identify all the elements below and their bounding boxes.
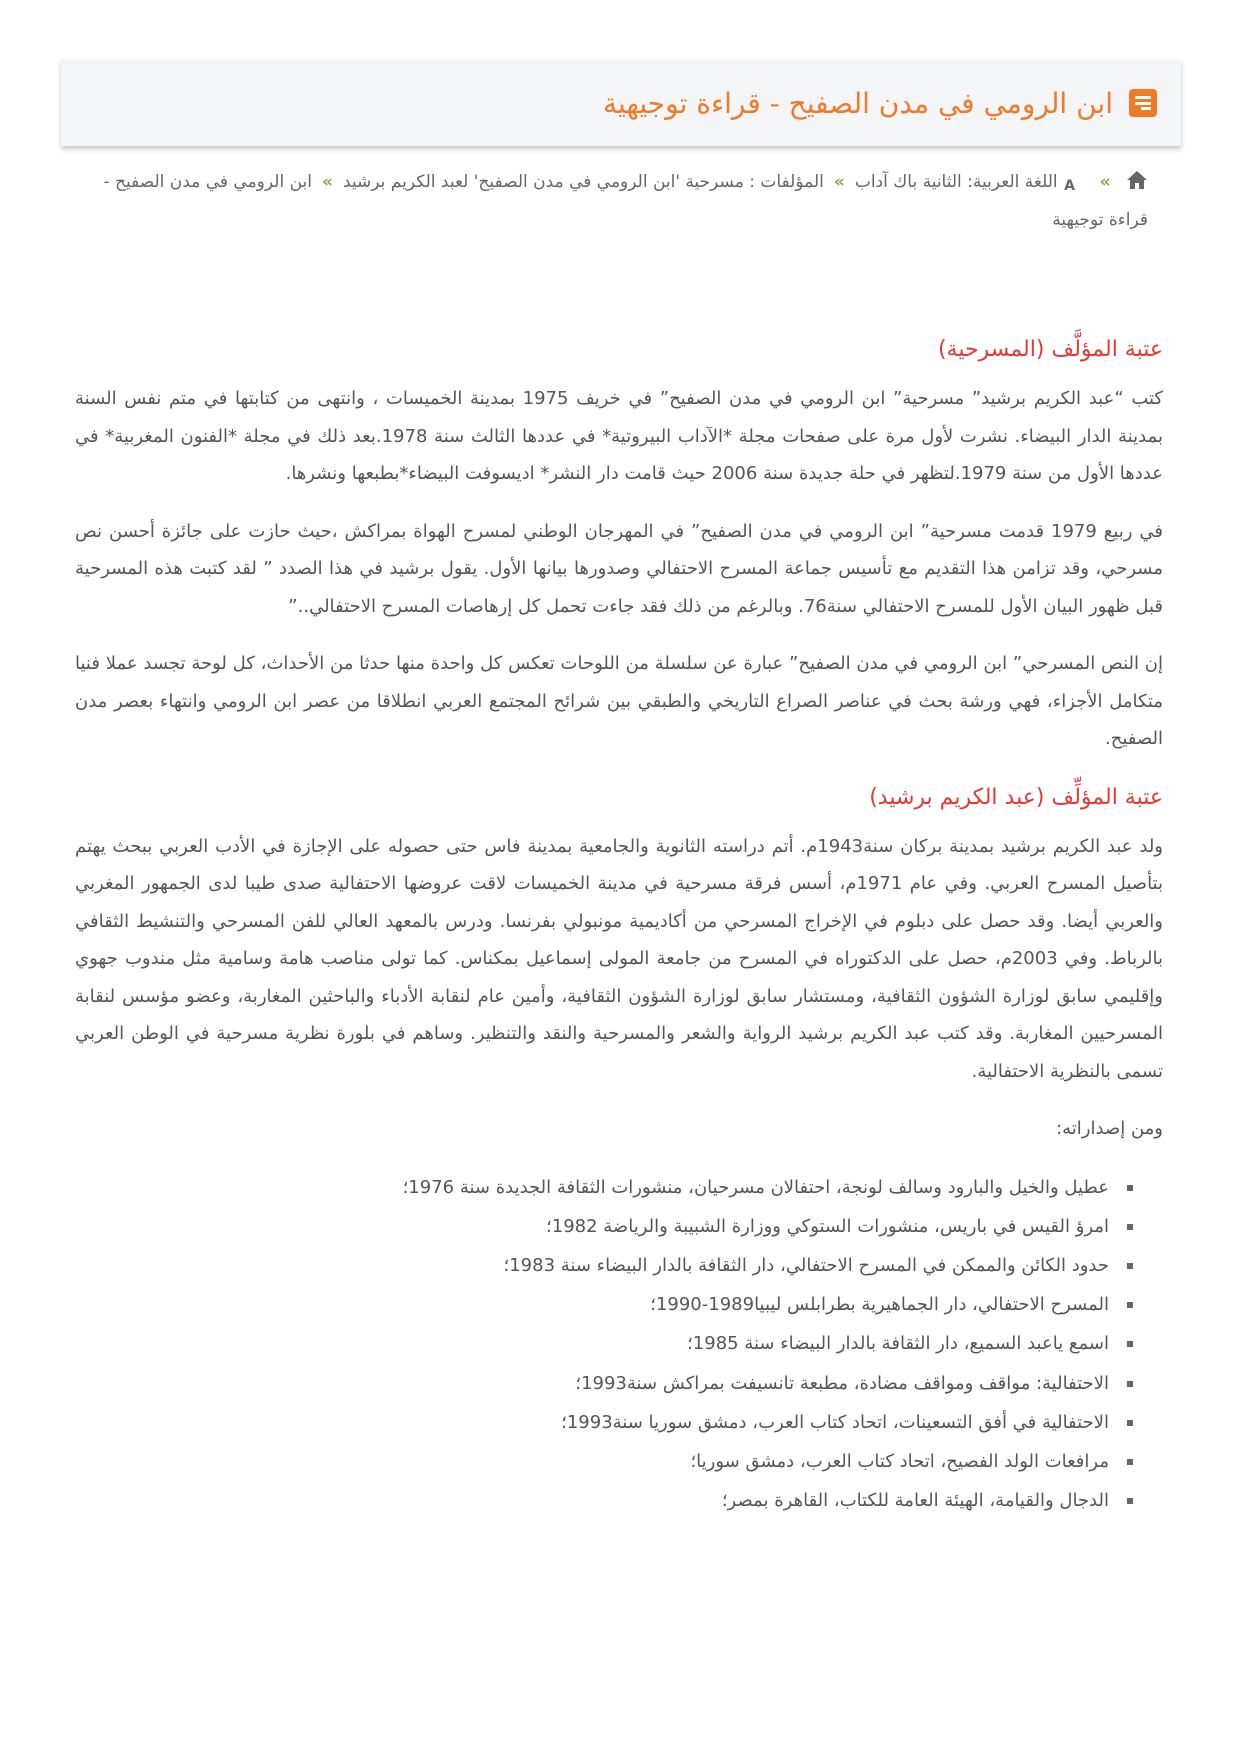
bullet-icon bbox=[1127, 1302, 1133, 1308]
translate-icon bbox=[1064, 169, 1090, 191]
list-item-text: حدود الكائن والممكن في المسرح الاحتفالي، دار الثقافة بالدار البيضاء سنة 1983؛ bbox=[503, 1254, 1109, 1276]
breadcrumb bbox=[98, 163, 1148, 239]
list-item-text: مرافعات الولد الفصيح، اتحاد كتاب العرب، دمشق سوريا؛ bbox=[690, 1450, 1109, 1472]
breadcrumb-separator: » bbox=[833, 172, 845, 192]
breadcrumb-item-label: اللغة العربية: الثانية باك آداب bbox=[854, 172, 1058, 192]
list-item-text: امرؤ القيس في باريس، منشورات الستوكي ووزارة الشبيبة والرياضة 1982؛ bbox=[546, 1215, 1109, 1237]
bullet-icon bbox=[1127, 1381, 1133, 1387]
page-title: ابن الرومي في مدن الصفيح - قراءة توجيهية bbox=[602, 86, 1113, 120]
list-item-text: المسرح الاحتفالي، دار الجماهيرية بطرابلس ليبيا1989-1990؛ bbox=[650, 1294, 1109, 1316]
list-item bbox=[75, 1324, 1133, 1363]
list-item-text: الدجال والقيامة، الهيئة العامة للكتاب، القاهرة بمصر؛ bbox=[721, 1490, 1109, 1512]
bullet-icon bbox=[1127, 1224, 1133, 1230]
list-item bbox=[75, 1246, 1133, 1285]
breadcrumb-home[interactable] bbox=[1121, 172, 1148, 192]
svg-text:A: A bbox=[1063, 178, 1075, 191]
list-item bbox=[75, 1285, 1133, 1324]
bullet-icon bbox=[1127, 1459, 1133, 1465]
list-item bbox=[75, 1364, 1133, 1403]
paragraph: في ربيع 1979 قدمت مسرحية” ابن الرومي في مدن الصفيح” في المهرجان الوطني لمسرح الهواة بمراكش ،حيث حازت على جائزة أحسن نص مسرحي، وقد تزامن هذا التقديم مع تأسيس جماعة المسرح الاحتفالي وصدورها بيانها الأول. يقول برشيد في هذا الصدد ” لقد كتبت هذه المسرحية قبل ظهور البيان الأول للمسرح الاحتفالي سنة76. وبالرغم من ذلك فقد جاءت تحمل كل إرهاصات المسرح الاحتفالي..” bbox=[75, 520, 1163, 617]
list-item-text: الاحتفالية: مواقف ومواقف مضادة، مطبعة تانسيفت بمراكش سنة1993؛ bbox=[575, 1372, 1109, 1394]
paragraph: كتب “عبد الكريم برشيد” مسرحية” ابن الرومي في مدن الصفيح” في خريف 1975 بمدينة الخميسات ، وانتهى من كتابتها في متم نفس السنة بمدينة الدار البيضاء. نشرت لأول مرة على صفحات مجلة *الآداب البيروتية* في عددها الثالث سنة 1978.بعد ذلك في مجلة *الفنون المغربية* في عددها الأول من سنة 1979.لتظهر في حلة جديدة سنة 2006 حيث قامت دار النشر* اديسوفت البيضاء*بطبعها ونشرها. bbox=[75, 388, 1164, 484]
breadcrumb-separator: » bbox=[1099, 172, 1111, 192]
list-item-text: عطيل والخيل والبارود وسالف لونجة، احتفالان مسرحيان، منشورات الثقافة الجديدة سنة 1976؛ bbox=[402, 1176, 1109, 1198]
paragraph: ولد عبد الكريم برشيد بمدينة بركان سنة1943م. أتم دراسته الثانوية والجامعية بمدينة فاس حتى حصوله على الإجازة في الأدب العربي ببحث يهتم بتأصيل المسرح العربي. وفي عام 1971م، أسس فرقة مسرحية في مدينة الخميسات لاقت عروضها الاحتفالية صدى طيبا لدى الجمهور المغربي والعربي أيضا. وقد حصل على دبلوم في الإخراج المسرحي من أكاديمية مونبولي بفرنسا. ودرس بالمعهد العالي للفن المسرحي والتنشيط الثقافي بالرباط. وفي 2003م، حصل على الدكتوراه في المسرح من جامعة المولى إسماعيل بمكناس. كما تولى مناصب هامة وسامية مثل مندوب جهوي وإقليمي سابق لوزارة الشؤون الثقافية، ومستشار سابق لوزارة الشؤون الثقافية، وأمين عام لنقابة الأدباء والباحثين المغاربة، وعضو مؤسس لنقابة المسرحيين المغاربة. وقد كتب عبد الكريم برشيد الرواية والشعر والمسرحية والنقد والتنظير. وساهم في بلورة نظرية مسرحية في الوطن العربي تسمى بالنظرية الاحتفالية. bbox=[75, 835, 1164, 1082]
breadcrumb-item-arabic[interactable] bbox=[855, 172, 1090, 192]
section-heading-author: عتبة المؤلِّف (عبد الكريم برشيد) bbox=[869, 784, 1163, 810]
publications-intro: ومن إصداراته: bbox=[1056, 1118, 1163, 1139]
document-icon bbox=[1129, 89, 1157, 117]
article-content bbox=[75, 330, 1163, 1520]
section-heading-play: عتبة المؤلَّف (المسرحية) bbox=[937, 337, 1163, 362]
paragraph: إن النص المسرحي” ابن الرومي في مدن الصفيح” عبارة عن سلسلة من اللوحات تعكس كل واحدة منها حدثا من الأحداث، كل لوحة تجسد عملا فنيا متكامل الأجزاء، فهي ورشة بحث في عناصر الصراع التاريخي والطبقي بين شرائح المجتمع العربي انطلاقا من عصر ابن الرومي وانتهاء بعصر مدن الصفيح. bbox=[75, 653, 1163, 749]
list-item-text: الاحتفالية في أفق التسعينات، اتحاد كتاب العرب، دمشق سوريا سنة1993؛ bbox=[561, 1411, 1109, 1433]
breadcrumb-item-works[interactable]: المؤلفات : مسرحية 'ابن الرومي في مدن الصفيح' لعبد الكريم برشيد bbox=[342, 172, 824, 192]
list-item bbox=[75, 1207, 1133, 1246]
bullet-icon bbox=[1127, 1263, 1133, 1269]
list-item-text: اسمع ياعبد السميع، دار الثقافة بالدار البيضاء سنة 1985؛ bbox=[687, 1333, 1109, 1355]
breadcrumb-separator: » bbox=[321, 172, 333, 192]
page-header bbox=[61, 60, 1181, 146]
list-item bbox=[75, 1403, 1133, 1442]
bullet-icon bbox=[1127, 1185, 1133, 1191]
home-icon bbox=[1126, 170, 1148, 190]
list-item bbox=[75, 1481, 1133, 1520]
breadcrumb-current: ابن الرومي في مدن الصفيح - قراءة توجيهية bbox=[103, 172, 1148, 230]
bullet-icon bbox=[1127, 1498, 1133, 1504]
list-item bbox=[75, 1168, 1133, 1207]
publications-list bbox=[75, 1168, 1163, 1521]
bullet-icon bbox=[1127, 1341, 1133, 1347]
bullet-icon bbox=[1127, 1420, 1133, 1426]
list-item bbox=[75, 1442, 1133, 1481]
